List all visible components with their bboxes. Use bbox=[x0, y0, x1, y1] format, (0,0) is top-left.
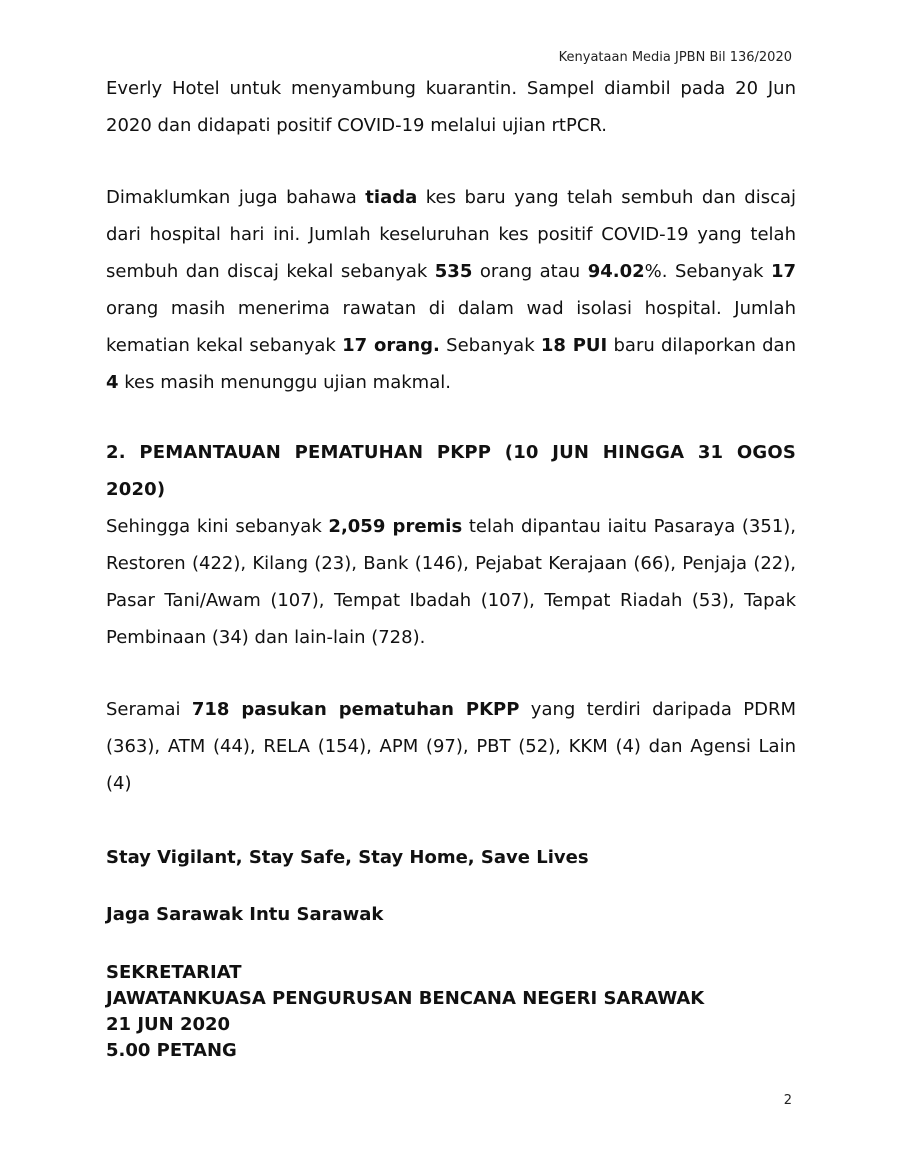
paragraph-text: orang masih menerima rawatan di dalam wad isolasi hospital. Jumlah kematian kekal sebanyak bbox=[106, 298, 796, 356]
bold-value: 17 orang. bbox=[342, 335, 440, 356]
paragraph-quarantine-sample bbox=[106, 70, 796, 144]
signoff-committee: JAWATANKUASA PENGURUSAN BENCANA NEGERI SARAWAK bbox=[106, 988, 705, 1009]
paragraph-text: kes baru yang telah sembuh dan discaj dari hospital hari ini. Jumlah keseluruhan kes positif COVID-19 yang telah sembuh dan discaj kekal sebanyak bbox=[106, 187, 797, 282]
signoff-secretariat: SEKRETARIAT bbox=[106, 962, 242, 983]
paragraph-text: baru dilaporkan dan bbox=[607, 335, 796, 356]
document-body bbox=[106, 70, 796, 1064]
paragraph-text: telah dipantau iaitu Pasaraya (351), Restoren (422), Kilang (23), Bank (146), Pejabat Kerajaan (66), Penjaja (22), Pasar Tani/Awam (107), Tempat Ibadah (107), Tempat Riadah (53), Tapak Pembinaan (34) dan lain-lain (728). bbox=[106, 516, 797, 648]
page-number: 2 bbox=[783, 1093, 792, 1108]
signoff-time: 5.00 PETANG bbox=[106, 1040, 237, 1061]
tagline-stay-vigilant: Stay Vigilant, Stay Safe, Stay Home, Save Lives bbox=[106, 847, 589, 868]
bold-value: 535 bbox=[434, 261, 473, 282]
bold-value: 18 PUI bbox=[540, 335, 608, 356]
paragraph-text: Sehingga kini sebanyak bbox=[106, 516, 329, 537]
paragraph-compliance-teams bbox=[106, 691, 796, 802]
bold-value: 2,059 premis bbox=[328, 516, 463, 537]
paragraph-text: Dimaklumkan juga bahawa bbox=[106, 187, 366, 208]
section-heading: 2. PEMANTAUAN PEMATUHAN PKPP (10 JUN HINGGA 31 OGOS 2020) bbox=[106, 442, 796, 500]
bold-value: 17 bbox=[770, 261, 796, 282]
bold-value: 718 pasukan pematuhan PKPP bbox=[191, 699, 520, 720]
paragraph-recovery-stats bbox=[106, 179, 796, 401]
bold-value: 94.02 bbox=[587, 261, 645, 282]
bold-value: 4 bbox=[106, 372, 119, 393]
paragraph-text: yang terdiri daripada PDRM (363), ATM (44), RELA (154), APM (97), PBT (52), KKM (4) dan Agensi Lain (4) bbox=[106, 699, 796, 794]
paragraph-text: orang atau bbox=[472, 261, 588, 282]
paragraph-text: Sebanyak bbox=[439, 335, 541, 356]
tagline-jaga-sarawak: Jaga Sarawak Intu Sarawak bbox=[106, 904, 384, 925]
paragraph-text: Everly Hotel untuk menyambung kuarantin. Sampel diambil pada 20 Jun 2020 dan didapati positif COVID-19 melalui ujian rtPCR. bbox=[106, 78, 796, 136]
document-reference: Kenyataan Media JPBN Bil 136/2020 bbox=[558, 50, 792, 65]
paragraph-premises-monitored bbox=[106, 508, 796, 656]
paragraph-text: kes masih menunggu ujian makmal. bbox=[118, 372, 451, 393]
signoff-date: 21 JUN 2020 bbox=[106, 1014, 231, 1035]
paragraph-text: %. Sebanyak bbox=[644, 261, 771, 282]
paragraph-text: Seramai bbox=[106, 699, 192, 720]
bold-value: tiada bbox=[365, 187, 418, 208]
